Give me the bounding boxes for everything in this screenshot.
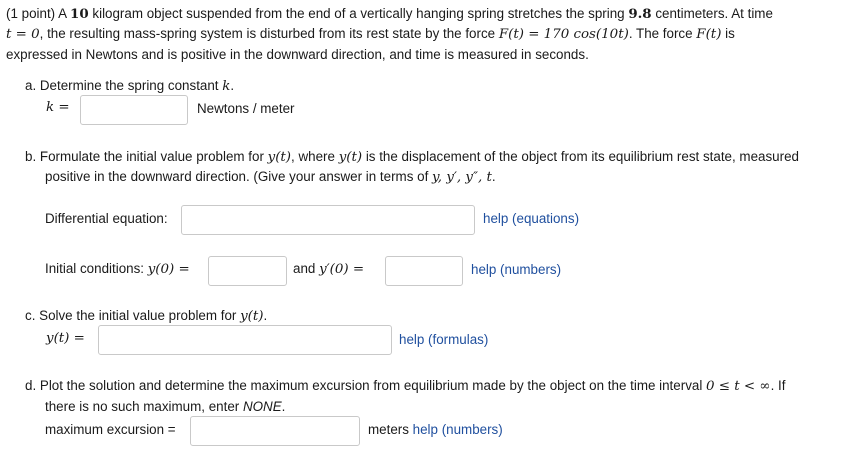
y-of-t: y(t) [240,309,264,324]
prompt-text: . [281,399,286,414]
part-d-prompt-cont [45,398,285,416]
force-expression: F(t) = 170 cos(10t) [498,27,629,42]
none-keyword: NONE [242,399,282,414]
k-label: k = [46,100,70,115]
meters-units: meters [368,422,413,437]
initial-conditions-label [45,261,190,277]
and-text: and [293,261,320,276]
help-numbers-link[interactable]: help (numbers) [412,422,503,437]
y-of-t: y(t) [338,150,363,165]
prompt-text: , where [291,149,339,164]
max-excursion-label: maximum excursion = [45,422,176,437]
intro-text: centimeters. At time [651,6,773,21]
part-d-prompt [25,377,785,396]
intro-text: kilogram object suspended from the end of a vertically hanging spring stretches the spring [88,6,629,21]
mass-value: 10 [70,6,89,22]
part-b-prompt-cont [45,168,496,187]
force-symbol: F(t) [696,27,722,42]
prompt-text: . [491,169,496,184]
yprime0-label: y′(0) = [319,262,365,277]
y0-label: y(0) = [147,262,190,277]
part-b-prompt [25,148,799,167]
stretch-value: 9.8 [628,6,652,22]
prompt-text: positive in the downward direction. (Give your answer in terms of [45,169,433,184]
prompt-text: there is no such maximum, enter [45,399,243,414]
k-symbol: k [222,79,231,94]
help-numbers-link[interactable]: help (numbers) [471,262,562,277]
prompt-text: . [263,308,268,323]
y0-input[interactable] [208,256,287,286]
y-of-t: y(t) [267,150,292,165]
max-excursion-input[interactable] [190,416,360,446]
k-units: Newtons / meter [197,101,295,116]
prompt-text: . If [770,378,786,393]
part-a-prompt [25,77,234,96]
prompt-text: a. Determine the spring constant [25,78,223,93]
solution-input[interactable] [98,325,392,355]
time-interval: 0 ≤ t < ∞ [706,379,771,394]
prompt-text: . [230,78,235,93]
intro-text: is [721,26,735,41]
time-zero: t = 0 [6,27,40,42]
part-c-prompt [25,307,267,326]
intro-text: A [55,6,71,21]
spring-constant-input[interactable] [80,95,188,125]
variables: y, y′, y″, t [432,170,492,185]
differential-equation-input[interactable] [181,205,475,235]
prompt-text: b. Formulate the initial value problem for [25,149,268,164]
differential-equation-label: Differential equation: [45,211,168,226]
intro-text: . The force [628,26,697,41]
ic-text: Initial conditions: [45,261,148,276]
max-excursion-units-wrap [368,422,503,437]
problem-statement [6,4,851,65]
yprime0-input[interactable] [385,256,463,286]
help-equations-link[interactable]: help (equations) [483,211,580,226]
prompt-text: is the displacement of the object from its equilibrium rest state, measured [362,149,799,164]
yt-label: y(t) = [46,331,85,346]
yprime0-label-wrap [293,261,364,277]
intro-text: expressed in Newtons and is positive in the downward direction, and time is measured in seconds. [6,47,589,62]
prompt-text: d. Plot the solution and determine the maximum excursion from equilibrium made by the object on the time interval [25,378,707,393]
points-label: (1 point) [6,6,56,21]
intro-text: , the resulting mass-spring system is disturbed from its rest state by the force [39,26,499,41]
help-formulas-link[interactable]: help (formulas) [399,332,489,347]
prompt-text: c. Solve the initial value problem for [25,308,241,323]
